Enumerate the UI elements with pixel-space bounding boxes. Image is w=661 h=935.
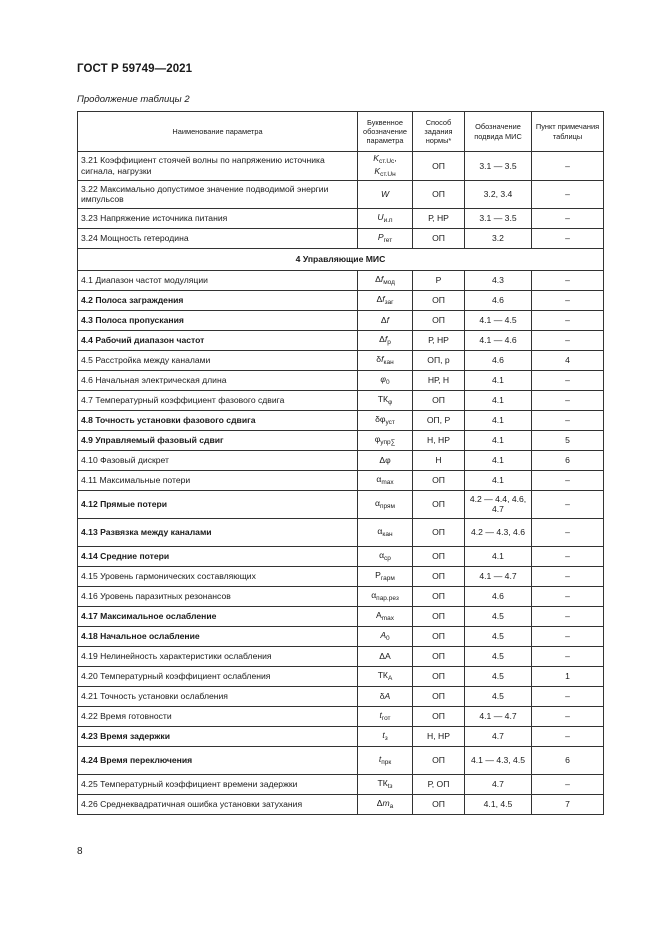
- param-symbol: [358, 666, 413, 686]
- table-caption: Продолжение таблицы 2: [77, 94, 190, 105]
- param-designation: 4.2 — 4.3, 4.6: [465, 518, 532, 546]
- param-note: –: [532, 152, 604, 181]
- param-designation: 4.1 — 4.3, 4.5: [465, 746, 532, 774]
- param-way: Н, НР: [413, 430, 465, 450]
- symbol-prefix: α: [371, 589, 377, 600]
- param-symbol: [358, 350, 413, 370]
- param-note: –: [532, 646, 604, 666]
- param-designation: 4.6: [465, 290, 532, 310]
- param-symbol: [358, 410, 413, 430]
- param-name: 4.3 Полоса пропускания: [78, 310, 358, 330]
- param-way: Р, ОП: [413, 774, 465, 794]
- param-note: –: [532, 390, 604, 410]
- symbol-main: P: [377, 231, 384, 242]
- symbol-main: U: [377, 211, 384, 222]
- table-row: [78, 626, 604, 646]
- symbol-prefix: δ: [376, 353, 382, 364]
- symbol-main: K: [373, 153, 380, 163]
- param-note: –: [532, 410, 604, 430]
- param-name: 4.7 Температурный коэффициент фазового сдвига: [78, 390, 358, 410]
- param-designation: 4.1: [465, 370, 532, 390]
- param-note: 4: [532, 350, 604, 370]
- param-symbol: [358, 794, 413, 814]
- symbol-prefix: Δφ: [379, 454, 391, 465]
- symbol-sub: 0: [386, 634, 390, 642]
- param-designation: 4.2 — 4.4, 4.6, 4.7: [465, 490, 532, 518]
- param-way: ОП: [413, 490, 465, 518]
- table-row: [78, 746, 604, 774]
- param-designation: 4.5: [465, 646, 532, 666]
- param-way: ОП: [413, 546, 465, 566]
- param-name: 4.14 Средние потери: [78, 546, 358, 566]
- col-header-symbol: Буквенное обозначение параметра: [358, 112, 413, 152]
- symbol-sub: гот: [381, 714, 391, 722]
- table-row: [78, 180, 604, 208]
- param-note: –: [532, 518, 604, 546]
- param-name: 4.11 Максимальные потери: [78, 470, 358, 490]
- param-way: ОП: [413, 470, 465, 490]
- param-way: ОП: [413, 686, 465, 706]
- param-name: 4.4 Рабочий диапазон частот: [78, 330, 358, 350]
- page-number: 8: [77, 846, 83, 857]
- symbol-prefix: Δ: [379, 333, 385, 344]
- param-note: 6: [532, 450, 604, 470]
- table-row: [78, 666, 604, 686]
- col-header-name: Наименование параметра: [78, 112, 358, 152]
- param-name: 4.24 Время переключения: [78, 746, 358, 774]
- param-name: 3.22 Максимально допустимое значение подводимой энергии импульсов: [78, 180, 358, 208]
- table-row: [78, 208, 604, 228]
- symbol-sub: заг: [384, 298, 394, 306]
- table-row: [78, 606, 604, 626]
- section-row: [78, 248, 604, 270]
- table-row: [78, 586, 604, 606]
- param-symbol: [358, 470, 413, 490]
- param-note: –: [532, 180, 604, 208]
- param-way: ОП: [413, 566, 465, 586]
- param-symbol: [358, 450, 413, 470]
- symbol-sub: гет: [383, 236, 393, 244]
- param-note: –: [532, 626, 604, 646]
- symbol-prefix: δφ: [375, 413, 386, 424]
- param-designation: 4.1, 4.5: [465, 794, 532, 814]
- param-note: –: [532, 290, 604, 310]
- table-row: [78, 330, 604, 350]
- param-way: ОП: [413, 310, 465, 330]
- param-name: 4.5 Расстройка между каналами: [78, 350, 358, 370]
- param-name: 4.26 Среднеквадратичная ошибка установки затухания: [78, 794, 358, 814]
- symbol-main: t: [379, 709, 382, 720]
- param-note: 5: [532, 430, 604, 450]
- param-way: Р, НР: [413, 330, 465, 350]
- symbol-main: W: [380, 188, 390, 199]
- param-symbol: [358, 228, 413, 248]
- param-symbol: [358, 546, 413, 566]
- param-note: 6: [532, 746, 604, 774]
- param-way: ОП: [413, 706, 465, 726]
- param-way: Н: [413, 450, 465, 470]
- symbol-main: m: [382, 797, 390, 808]
- param-symbol: [358, 490, 413, 518]
- symbol-prefix: φ: [374, 433, 381, 444]
- symbol-sub: tз: [387, 782, 393, 790]
- table-row: [78, 470, 604, 490]
- symbol-main: φ: [380, 373, 386, 384]
- symbol-main: t: [378, 753, 382, 764]
- param-note: –: [532, 330, 604, 350]
- symbol-sub: кан: [382, 530, 393, 538]
- table-header-row: [78, 112, 604, 152]
- param-symbol: [358, 310, 413, 330]
- param-note: 1: [532, 666, 604, 686]
- param-note: –: [532, 228, 604, 248]
- table-row: [78, 228, 604, 248]
- param-note: –: [532, 566, 604, 586]
- param-designation: 3.1 — 3.5: [465, 152, 532, 181]
- param-name: 4.16 Уровень паразитных резонансов: [78, 586, 358, 606]
- symbol-prefix: Δ: [380, 314, 387, 325]
- symbol-prefix: ТК: [377, 777, 388, 788]
- param-symbol: [358, 606, 413, 626]
- param-designation: 4.1: [465, 410, 532, 430]
- param-designation: 4.6: [465, 586, 532, 606]
- param-way: ОП: [413, 606, 465, 626]
- table-row: [78, 152, 604, 181]
- param-designation: 4.1: [465, 450, 532, 470]
- symbol-prefix: α: [377, 525, 383, 536]
- symbol-sub: прк: [381, 758, 392, 766]
- param-way: Н, НР: [413, 726, 465, 746]
- param-symbol: [358, 370, 413, 390]
- param-symbol: [358, 290, 413, 310]
- table-row: [78, 430, 604, 450]
- section-title: 4 Управляющие МИС: [78, 248, 604, 270]
- param-note: –: [532, 370, 604, 390]
- param-name: 4.15 Уровень гармонических составляющих: [78, 566, 358, 586]
- symbol-prefix: α: [379, 549, 385, 560]
- param-name: 4.17 Максимальное ослабление: [78, 606, 358, 626]
- param-way: ОП: [413, 586, 465, 606]
- param-note: –: [532, 208, 604, 228]
- symbol-sub: гарм: [380, 574, 395, 582]
- param-way: НР, Н: [413, 370, 465, 390]
- symbol-main: f: [384, 333, 388, 344]
- symbol-prefix: δ: [379, 690, 385, 701]
- param-name: 4.20 Температурный коэффициент ослабления: [78, 666, 358, 686]
- symbol-separator: ,: [394, 153, 397, 163]
- param-symbol: [358, 626, 413, 646]
- table-row: [78, 350, 604, 370]
- param-designation: 4.5: [465, 686, 532, 706]
- symbol-main: f: [381, 353, 384, 364]
- table-row: [78, 794, 604, 814]
- symbol-sub: и.п: [383, 216, 393, 224]
- symbol-main: K: [374, 165, 381, 176]
- symbol-sub: р: [387, 338, 391, 346]
- table-row: [78, 370, 604, 390]
- param-designation: 4.5: [465, 606, 532, 626]
- param-symbol: [358, 726, 413, 746]
- param-symbol: [358, 180, 413, 208]
- param-way: ОП, р: [413, 350, 465, 370]
- param-name: 3.21 Коэффициент стоячей волны по напряжению источника сигнала, нагрузки: [78, 152, 358, 181]
- param-designation: 3.2: [465, 228, 532, 248]
- param-note: –: [532, 470, 604, 490]
- param-way: ОП: [413, 666, 465, 686]
- param-way: ОП: [413, 390, 465, 410]
- table-row: [78, 390, 604, 410]
- symbol-main: A: [384, 690, 391, 701]
- symbol-sub: max: [381, 614, 394, 622]
- param-note: –: [532, 586, 604, 606]
- document-header: ГОСТ Р 59749—2021: [77, 63, 193, 75]
- param-name: 4.21 Точность установки ослабления: [78, 686, 358, 706]
- param-symbol: [358, 430, 413, 450]
- param-designation: 4.7: [465, 726, 532, 746]
- symbol-prefix: Δ: [375, 273, 381, 284]
- symbol-prefix: Δ: [376, 293, 383, 304]
- param-designation: 4.1 — 4.6: [465, 330, 532, 350]
- param-note: –: [532, 270, 604, 290]
- param-designation: 4.1 — 4.7: [465, 566, 532, 586]
- symbol-main: f: [386, 314, 390, 325]
- param-symbol: [358, 646, 413, 666]
- symbol-sub: кан: [383, 358, 394, 366]
- table-row: [78, 686, 604, 706]
- symbol-prefix: Δ: [376, 797, 383, 808]
- table-row: [78, 290, 604, 310]
- param-note: 7: [532, 794, 604, 814]
- param-designation: 4.5: [465, 666, 532, 686]
- param-note: –: [532, 686, 604, 706]
- symbol-sub: прям: [379, 502, 396, 510]
- param-way: ОП: [413, 290, 465, 310]
- col-header-way: Способ задания нормы*: [413, 112, 465, 152]
- param-symbol: [358, 330, 413, 350]
- symbol-sub: ср: [384, 554, 391, 562]
- param-name: 4.9 Управляемый фазовый сдвиг: [78, 430, 358, 450]
- param-designation: 4.1: [465, 390, 532, 410]
- param-designation: 4.1: [465, 430, 532, 450]
- param-designation: 4.1: [465, 470, 532, 490]
- param-way: ОП: [413, 152, 465, 181]
- param-name: 4.6 Начальная электрическая длина: [78, 370, 358, 390]
- param-name: 4.22 Время готовности: [78, 706, 358, 726]
- symbol-sub: упр∑: [380, 438, 396, 446]
- param-designation: 3.1 — 3.5: [465, 208, 532, 228]
- symbol-sub: з: [384, 734, 388, 742]
- param-designation: 4.7: [465, 774, 532, 794]
- col-header-note: Пункт примечания таблицы: [532, 112, 604, 152]
- table-row: [78, 518, 604, 546]
- symbol-sub: A: [387, 674, 393, 682]
- symbol-sub: ст.Uн: [380, 170, 396, 178]
- param-name: 4.12 Прямые потери: [78, 490, 358, 518]
- param-way: ОП, Р: [413, 410, 465, 430]
- param-name: 3.23 Напряжение источника питания: [78, 208, 358, 228]
- param-symbol: [358, 152, 413, 181]
- symbol-prefix: Р: [375, 569, 381, 580]
- param-name: 4.2 Полоса заграждения: [78, 290, 358, 310]
- symbol-prefix: ΔА: [379, 650, 391, 661]
- param-designation: 4.1 — 4.7: [465, 706, 532, 726]
- param-symbol: [358, 566, 413, 586]
- symbol-main: f: [380, 273, 384, 284]
- symbol-main: f: [382, 293, 385, 304]
- symbol-sub: уст: [385, 418, 395, 426]
- param-note: –: [532, 774, 604, 794]
- symbol-sub: ст.Uс: [379, 158, 395, 165]
- param-symbol: [358, 774, 413, 794]
- param-name: 4.13 Развязка между каналами: [78, 518, 358, 546]
- table-row: [78, 490, 604, 518]
- param-way: ОП: [413, 646, 465, 666]
- param-way: ОП: [413, 518, 465, 546]
- symbol-sub: пар.рез: [376, 594, 399, 602]
- param-designation: 4.6: [465, 350, 532, 370]
- param-name: 4.18 Начальное ослабление: [78, 626, 358, 646]
- table-row: [78, 566, 604, 586]
- param-symbol: [358, 270, 413, 290]
- symbol-sub: 0: [385, 378, 390, 386]
- param-name: 4.1 Диапазон частот модуляции: [78, 270, 358, 290]
- param-symbol: [358, 586, 413, 606]
- table-row: [78, 726, 604, 746]
- symbol-prefix: α: [376, 473, 382, 484]
- col-header-designation: Обозначение подвида МИС: [465, 112, 532, 152]
- symbol-sub: a: [389, 802, 394, 810]
- param-way: ОП: [413, 794, 465, 814]
- table-row: [78, 546, 604, 566]
- param-symbol: [358, 518, 413, 546]
- param-symbol: [358, 390, 413, 410]
- table-row: [78, 450, 604, 470]
- table-row: [78, 310, 604, 330]
- param-designation: 4.1: [465, 546, 532, 566]
- param-name: 4.8 Точность установки фазового сдвига: [78, 410, 358, 430]
- param-note: –: [532, 706, 604, 726]
- param-name: 4.19 Нелинейность характеристики ослабления: [78, 646, 358, 666]
- param-way: ОП: [413, 626, 465, 646]
- param-symbol: [358, 706, 413, 726]
- param-designation: 4.1 — 4.5: [465, 310, 532, 330]
- param-name: 4.25 Температурный коэффициент времени задержки: [78, 774, 358, 794]
- param-designation: 4.5: [465, 626, 532, 646]
- parameters-table: [77, 111, 604, 815]
- param-way: ОП: [413, 228, 465, 248]
- symbol-sub: мод: [383, 278, 395, 286]
- param-symbol: [358, 686, 413, 706]
- param-symbol: [358, 208, 413, 228]
- param-way: Р: [413, 270, 465, 290]
- symbol-sub: max: [381, 478, 394, 486]
- param-note: –: [532, 490, 604, 518]
- param-note: –: [532, 546, 604, 566]
- param-designation: 3.2, 3.4: [465, 180, 532, 208]
- symbol-prefix: ТК: [377, 393, 389, 404]
- param-name: 4.10 Фазовый дискрет: [78, 450, 358, 470]
- param-way: Р, НР: [413, 208, 465, 228]
- symbol-prefix: A: [375, 609, 382, 620]
- table-row: [78, 646, 604, 666]
- param-way: ОП: [413, 180, 465, 208]
- symbol-main: t: [382, 729, 385, 740]
- param-way: ОП: [413, 746, 465, 774]
- param-note: –: [532, 726, 604, 746]
- param-note: –: [532, 310, 604, 330]
- symbol-prefix: α: [374, 497, 380, 508]
- table-row: [78, 410, 604, 430]
- param-designation: 4.3: [465, 270, 532, 290]
- param-note: –: [532, 606, 604, 626]
- symbol-main: A: [380, 629, 387, 640]
- table-row: [78, 706, 604, 726]
- symbol-prefix: ТК: [377, 669, 388, 680]
- table-row: [78, 270, 604, 290]
- param-name: 4.23 Время задержки: [78, 726, 358, 746]
- param-symbol: [358, 746, 413, 774]
- symbol-sub: φ: [388, 398, 393, 406]
- param-name: 3.24 Мощность гетеродина: [78, 228, 358, 248]
- table-row: [78, 774, 604, 794]
